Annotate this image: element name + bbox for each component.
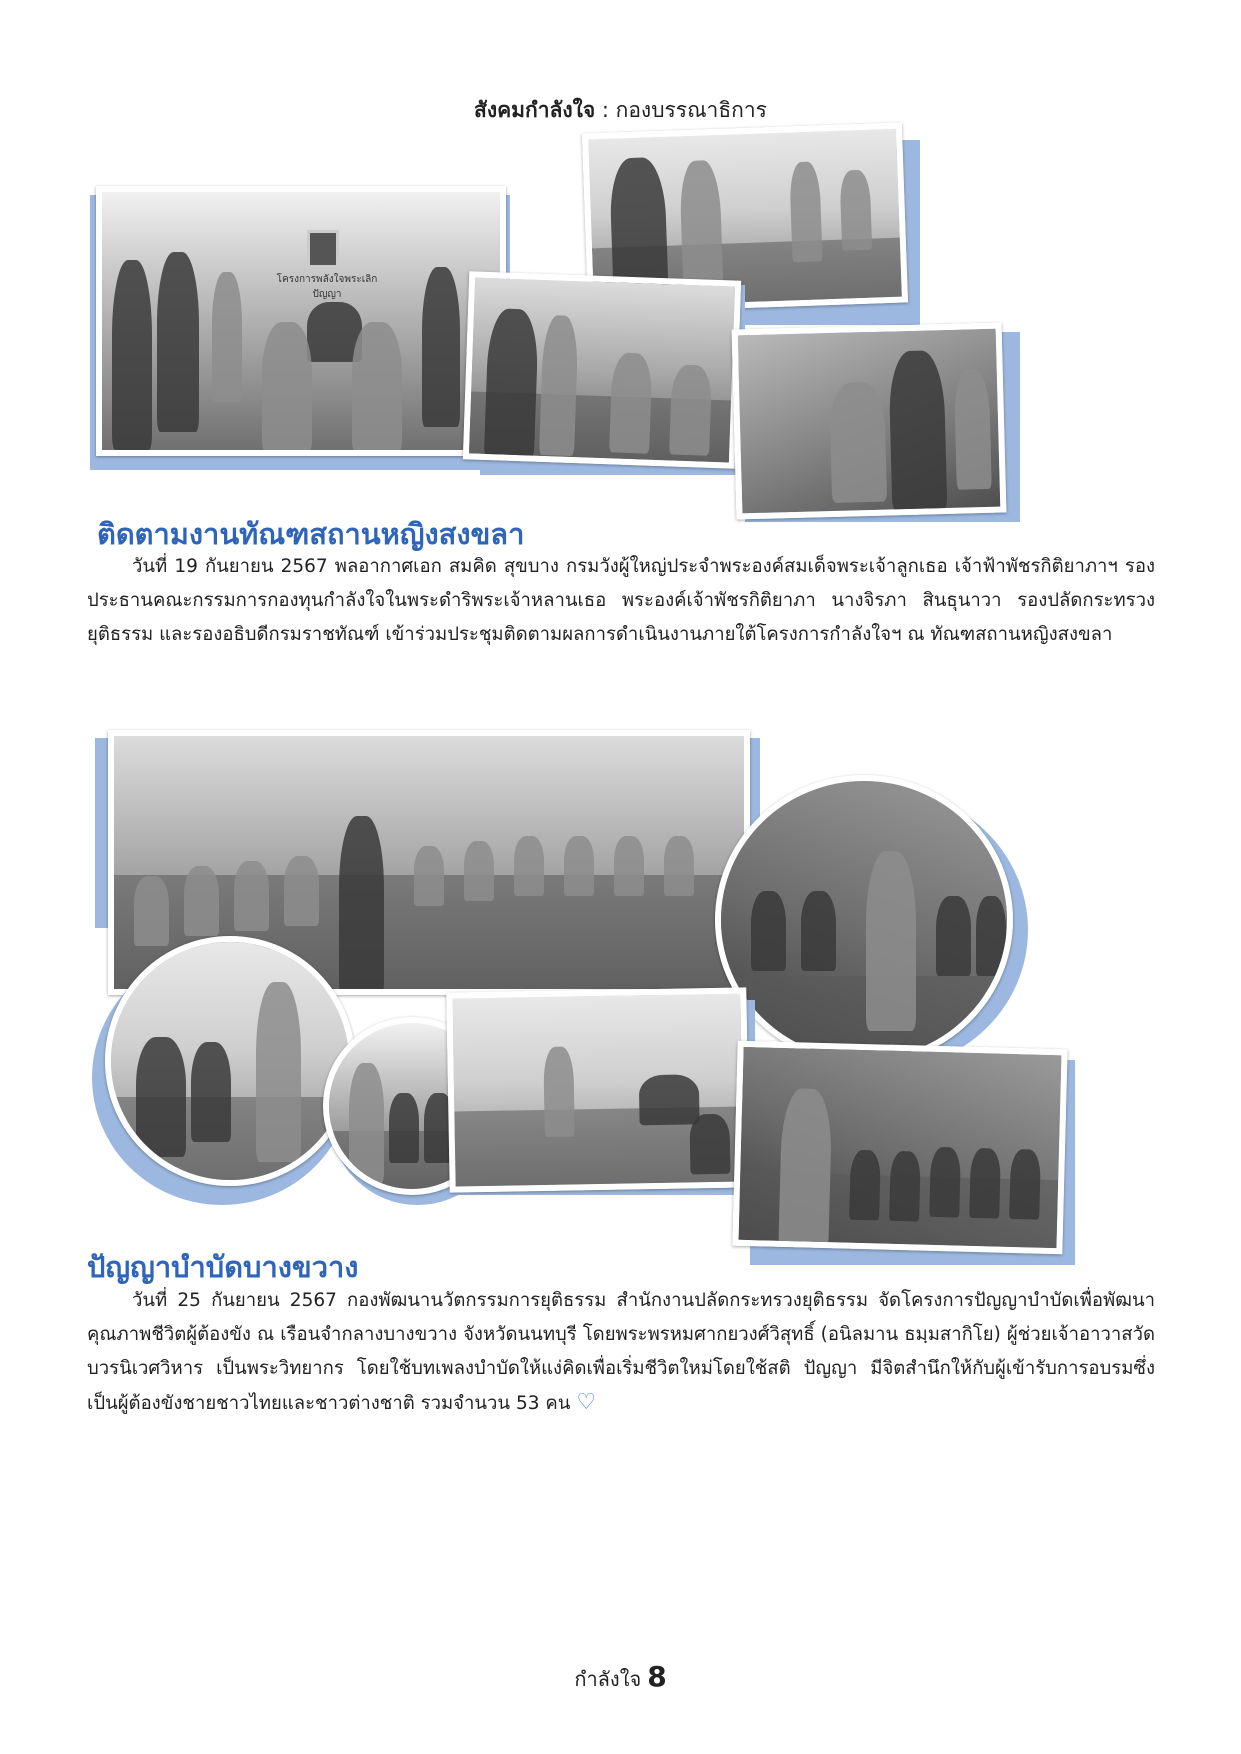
photo-monk-circle [715, 775, 1013, 1065]
section1-title: ติดตามงานทัณฑสถานหญิงสงขลา [97, 517, 525, 551]
page-footer [0, 1660, 1241, 1695]
photo-chapel-room [446, 987, 749, 1192]
banner-sign: โครงการพลังใจพระเลิกปัญญา [276, 274, 378, 300]
section1-body: วันที่ 19 กันยายน 2567 พลอากาศเอก สมคิด สุขบาง กรมวังผู้ใหญ่ประจำพระองค์สมเด็จพระเจ้าลูกเธอ เจ้าฟ้าพัชรกิติยาภาฯ รองประธานคณะกรรมการกองทุนกำลังใจในพระดำริพระเจ้าหลานเธอ พระองค์เจ้าพัชรกิติยาภา นางจิรภา สินธุนาวา รองปลัดกระทรวงยุติธรรม และรองอธิบดีกรมราชทัณฑ์ เข้าร่วมประชุมติดตามผลการดำเนินงานภายใต้โครงการกำลังใจฯ ณ ทัณฑสถานหญิงสงขลา [87, 556, 1155, 645]
section2-body: วันที่ 25 กันยายน 2567 กองพัฒนานวัตกรรมการยุติธรรม สำนักงานปลัดกระทรวงยุติธรรม จัดโครงการปัญญาบำบัดเพื่อพัฒนาคุณภาพชีวิตผู้ต้องขัง ณ เรือนจำกลางบางขวาง จังหวัดนนทบุรี โดยพระพรหมศากยวงศ์วิสุทธิ์ (อนิลมาน ธมฺมสากิโย) ผู้ช่วยเจ้าอาวาสวัดบวรนิเวศวิหาร เป็นพระวิทยากร โดยใช้บทเพลงบำบัดให้แง่คิดเพื่อเริ่มชีวิตใหม่โดยใช้สติ ปัญญา มีจิตสำนึกให้กับผู้เข้ารับการอบรมซึ่งเป็นผู้ต้องขังชายชาวไทยและชาวต่างชาติ รวมจำนวน 53 คน [87, 1290, 1155, 1414]
magazine-name: กำลังใจ [574, 1667, 642, 1691]
section2-title: ปัญญาบำบัดบางขวาง [87, 1250, 359, 1284]
portrait-frame [307, 230, 339, 268]
photo-bakery [732, 322, 1007, 519]
column-header [0, 94, 1241, 127]
section2-paragraph [87, 1284, 1155, 1421]
section1-paragraph [87, 550, 1155, 652]
photo-monk-audience [732, 1041, 1067, 1255]
page-number: 8 [647, 1660, 667, 1693]
header-separator: : [595, 98, 616, 122]
column-author: กองบรรณาธิการ [615, 98, 767, 122]
photo-meeting-room [96, 186, 506, 456]
heart-icon: ♡ [576, 1390, 597, 1415]
photo-monk-teaching [105, 936, 355, 1186]
column-name: สังคมกำลังใจ [474, 98, 596, 122]
photo-craft-workshop [463, 271, 741, 468]
